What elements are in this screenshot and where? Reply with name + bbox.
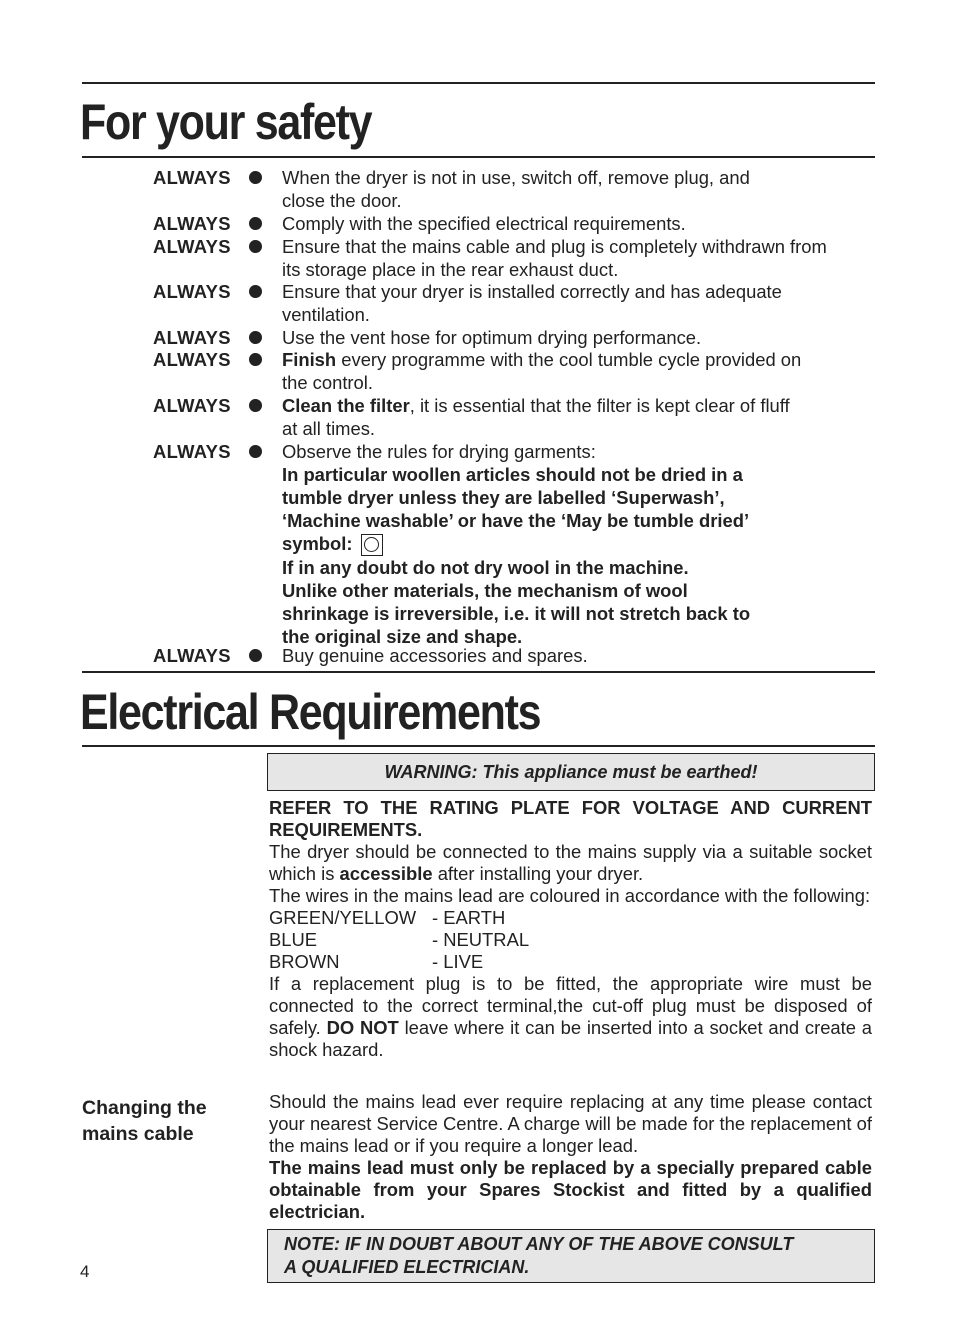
warning-text: WARNING: This appliance must be earthed! xyxy=(384,762,758,782)
tumble-dry-symbol-icon xyxy=(361,534,383,556)
safety-title: For your safety xyxy=(80,94,372,150)
item-text: Comply with the specified electrical requirements. xyxy=(282,213,686,234)
always-label: ALWAYS xyxy=(153,349,231,370)
bullet-icon xyxy=(249,353,262,366)
changing-cable-heading: Changing the mains cable xyxy=(82,1097,207,1145)
electrical-body xyxy=(269,797,872,1061)
item-text: , it is essential that the filter is kept clear of fluff xyxy=(409,395,790,416)
connection-text: The dryer should be connected to the mains supply via a suitable socket which is accessible after installing your dryer. xyxy=(269,841,872,884)
wire-table xyxy=(269,907,872,973)
bullet-icon xyxy=(249,285,262,298)
wires-intro: The wires in the mains lead are coloured in accordance with the following: xyxy=(269,885,871,906)
note-box xyxy=(267,1229,875,1283)
bullet-icon xyxy=(249,240,262,253)
item-text: every programme with the cool tumble cycle provided on xyxy=(336,349,802,370)
item-text: ventilation. xyxy=(282,304,370,325)
item-text: close the door. xyxy=(282,190,402,211)
electrical-title-rule xyxy=(82,745,875,747)
safety-title-rule xyxy=(82,156,875,158)
item-bold-text: If in any doubt do not dry wool in the machine. xyxy=(282,557,689,578)
item-bold-text: ‘Machine washable’ or have the ‘May be tumble dried’ xyxy=(282,510,750,531)
bullet-icon xyxy=(249,399,262,412)
item-text: Ensure that the mains cable and plug is completely withdrawn from xyxy=(282,236,827,257)
cable-warning-text: The mains lead must only be replaced by a specially prepared cable obtainable from your Spares Stockist and fitted by a qualified electrician. xyxy=(269,1157,872,1222)
table-row: BROWN - LIVE xyxy=(269,951,484,972)
item-text: its storage place in the rear exhaust duct. xyxy=(282,259,619,280)
note-text: NOTE: IF IN DOUBT ABOUT ANY OF THE ABOVE CONSULT xyxy=(284,1234,794,1254)
bullet-icon xyxy=(249,331,262,344)
item-bold-text: tumble dryer unless they are labelled ‘Superwash’, xyxy=(282,487,725,508)
always-label: ALWAYS xyxy=(153,395,231,416)
item-bold-text: Unlike other materials, the mechanism of wool xyxy=(282,580,688,601)
item-text: at all times. xyxy=(282,418,376,439)
always-label: ALWAYS xyxy=(153,167,231,188)
always-label: ALWAYS xyxy=(153,327,231,348)
always-label: ALWAYS xyxy=(153,213,231,234)
bullet-icon xyxy=(249,217,262,230)
always-label: ALWAYS xyxy=(153,441,231,462)
item-bold-text: Finish xyxy=(282,349,337,370)
top-rule xyxy=(82,82,875,84)
page-number: 4 xyxy=(80,1262,90,1281)
item-bold-text: Clean the filter xyxy=(282,395,410,416)
always-label: ALWAYS xyxy=(153,236,231,257)
warning-box xyxy=(267,753,875,791)
item-text: Ensure that your dryer is installed correctly and has adequate xyxy=(282,281,782,302)
bullet-icon xyxy=(249,445,262,458)
item-text: Buy genuine accessories and spares. xyxy=(282,645,588,666)
section-rule xyxy=(82,671,875,673)
item-bold-text: shrinkage is irreversible, i.e. it will not stretch back to xyxy=(282,603,751,624)
item-text: the control. xyxy=(282,372,373,393)
item-text: Observe the rules for drying garments: xyxy=(282,441,596,462)
cable-text: Should the mains lead ever require replacing at any time please contact your nearest Service Centre. A charge will be made for the replacement of the mains lead or if you require a longer lead. xyxy=(269,1091,872,1156)
table-row: BLUE - NEUTRAL xyxy=(269,929,530,950)
item-text: Use the vent hose for optimum drying performance. xyxy=(282,327,702,348)
symbol-label: symbol: xyxy=(282,533,353,554)
table-row: GREEN/YELLOW - EARTH xyxy=(269,907,506,928)
electrical-title: Electrical Requirements xyxy=(80,684,541,740)
replacement-plug-text: If a replacement plug is to be fitted, the appropriate wire must be connected to the correct terminal,the cut-off plug must be disposed of safely. DO NOT leave where it can be inserted into a socket and create a shock hazard. xyxy=(269,973,873,1060)
item-bold-text: In particular woollen articles should not be dried in a xyxy=(282,464,743,485)
item-text: When the dryer is not in use, switch off, remove plug, and xyxy=(282,167,750,188)
note-text: A QUALIFIED ELECTRICIAN. xyxy=(284,1257,530,1277)
bullet-icon xyxy=(249,171,262,184)
item-bold-text: the original size and shape. xyxy=(282,626,523,647)
always-label: ALWAYS xyxy=(153,645,231,666)
rating-plate-notice: REFER TO THE RATING PLATE FOR VOLTAGE AND CURRENT REQUIREMENTS. xyxy=(269,797,872,840)
cable-body xyxy=(269,1091,872,1223)
always-label: ALWAYS xyxy=(153,281,231,302)
bullet-icon xyxy=(249,649,262,662)
